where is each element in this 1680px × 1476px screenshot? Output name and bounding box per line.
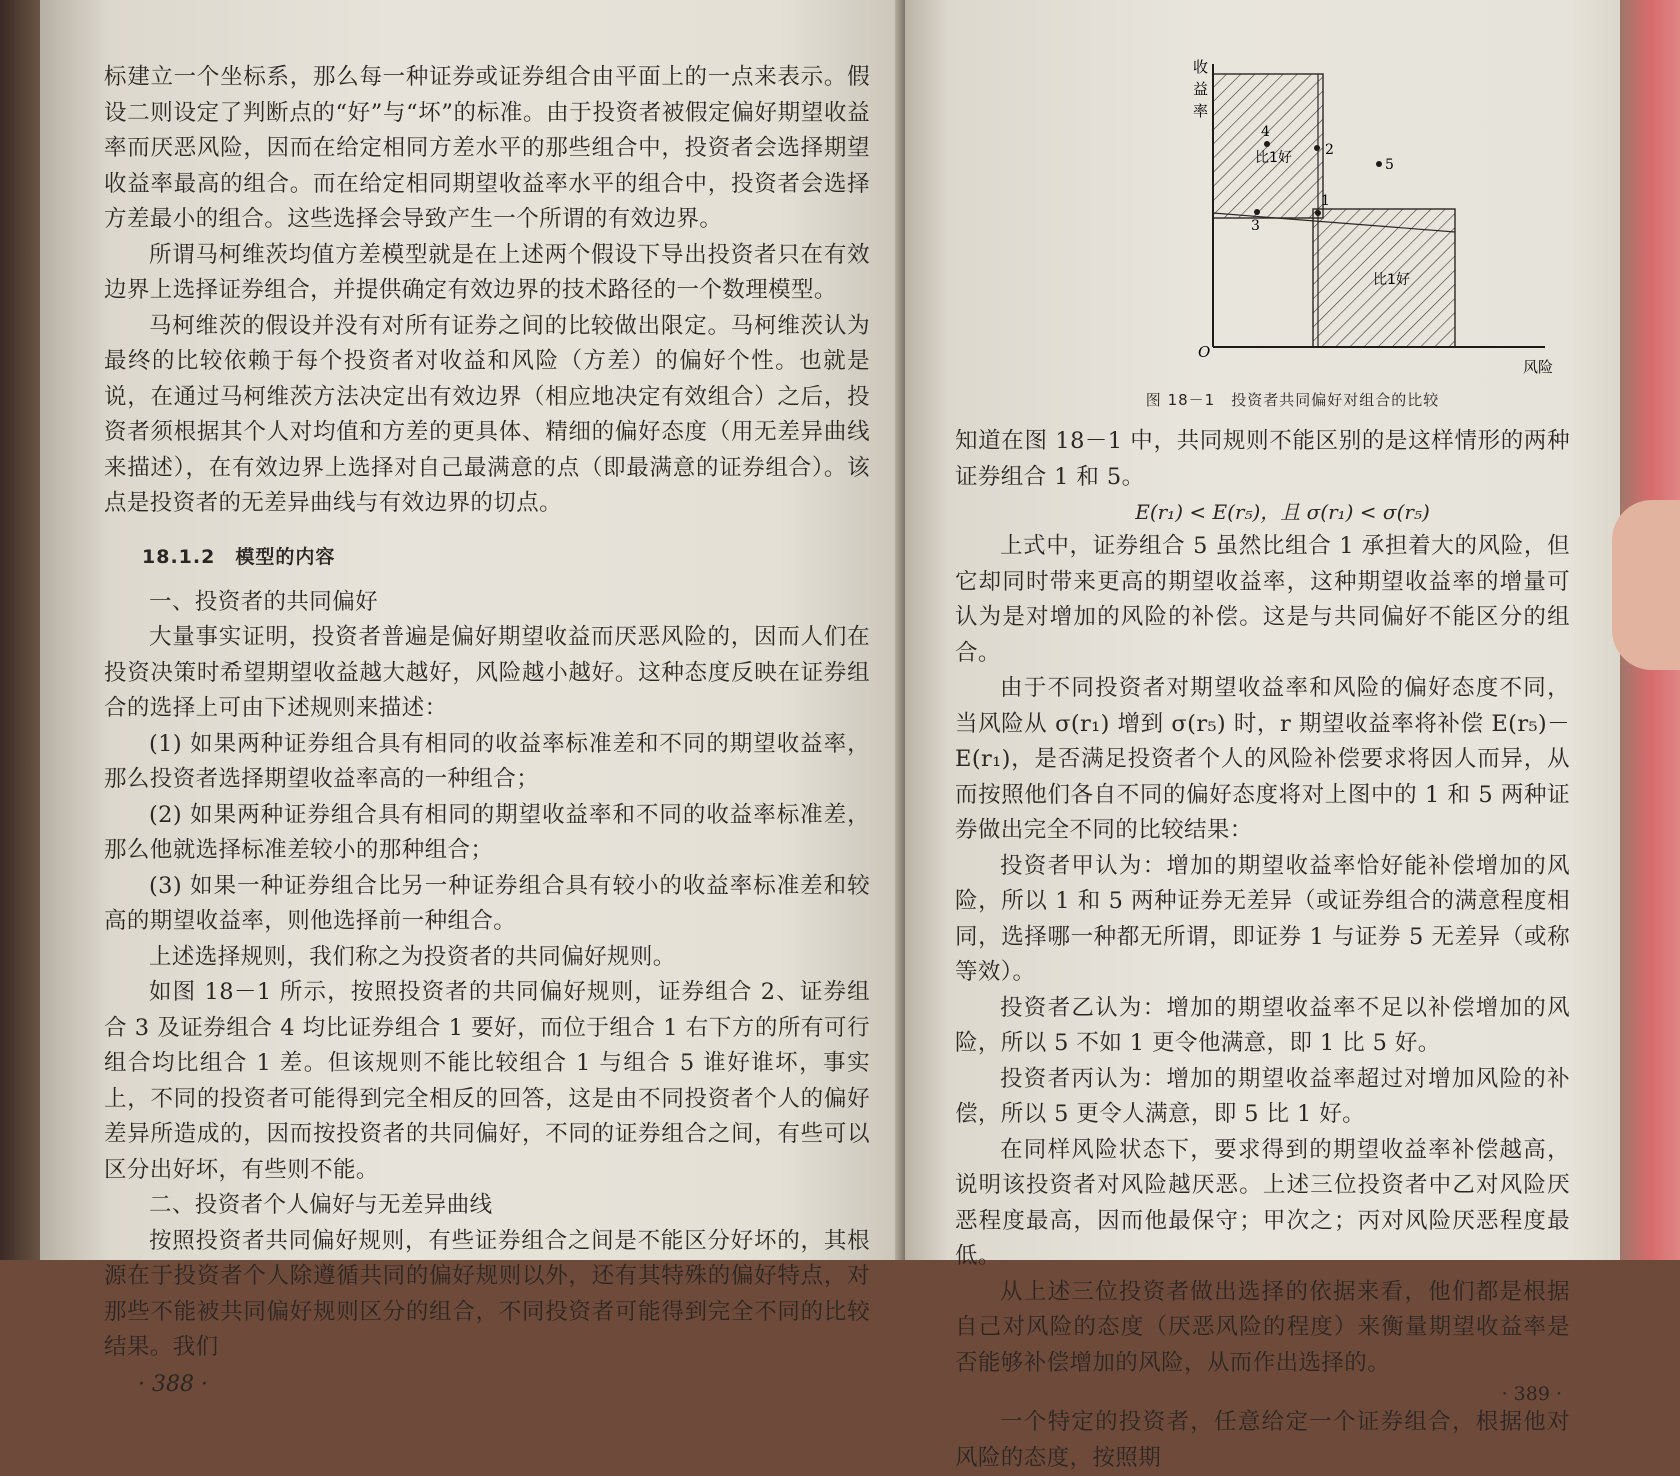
point-4: [1264, 141, 1270, 147]
paragraph: 所谓马柯维茨均值方差模型就是在上述两个假设下导出投资者只在有效边界上选择证券组合，并提供确定有效边界的技术路径的一个数理模型。: [104, 241, 870, 303]
x-axis-label: 风险: [1523, 358, 1554, 376]
finger: [1612, 500, 1680, 670]
point-1-label: 1: [1321, 193, 1330, 209]
paragraph: 一个特定的投资者，任意给定一个证券组合，根据他对风险的态度，按照期: [955, 1409, 1570, 1471]
point-2-label: 2: [1325, 142, 1334, 158]
point-1: [1315, 210, 1321, 216]
subheading: 一、投资者的共同偏好: [149, 588, 379, 615]
paragraph: 标建立一个坐标系，那么每一种证券或证券组合由平面上的一点来表示。假设二则设定了判断点的“好”与“坏”的标准。由于投资者被假定偏好期望收益率而厌恶风险，因而在给定相同方差水平的那些组合中，投资者会选择期望收益率最高的组合。而在给定相同期望收益率水平的组合中，投资者会选择方差最小的组合。这些选择会导致产生一个所谓的有效边界。: [104, 64, 870, 232]
rule-item-1: (1) 如果两种证券组合具有相同的收益率标准差和不同的期望收益率，那么投资者选择期望收益率高的一种组合；: [104, 730, 870, 792]
paragraph: 知道在图 18－1 中，共同规则不能区别的是这样情形的两种证券组合 1 和 5。: [955, 428, 1570, 490]
point-3: [1254, 209, 1260, 215]
paragraph: 上述选择规则，我们称之为投资者的共同偏好规则。: [149, 943, 676, 970]
investor-a-paragraph: 投资者甲认为：增加的期望收益率恰好能补偿增加的风险，所以 1 和 5 两种证券无差异（或证券组合的满意程度相同，选择哪一种都无所谓，即证券 1 与证券 5 无差异（或称等效）。: [955, 852, 1570, 985]
point-5: [1376, 161, 1382, 167]
rule-item-3: (3) 如果一种证券组合比另一种证券组合具有较小的收益率标准差和较高的期望收益率，则他选择前一种组合。: [104, 872, 870, 934]
paragraph: 上式中，证券组合 5 虽然比组合 1 承担着大的风险，但它却同时带来更高的期望收益率，这种期望收益率的增量可认为是对增加的风险的补偿。这是与共同偏好不能区分的组合。: [955, 533, 1570, 666]
point-5-label: 5: [1385, 157, 1394, 173]
rule-item-2: (2) 如果两种证券组合具有相同的期望收益率和不同的收益率标准差，那么他就选择标准差较小的那种组合；: [104, 801, 870, 863]
figure-18-1: [955, 20, 1570, 385]
page-388: [40, 0, 910, 1397]
lower-region-label: 比1好: [1373, 272, 1410, 288]
point-2: [1314, 145, 1320, 151]
formula: E(r₁) < E(r₅)，且 σ(r₁) < σ(r₅): [1135, 500, 1430, 524]
y-axis-label-2: 益: [1193, 80, 1209, 98]
point-3-label: 3: [1251, 218, 1260, 234]
paragraph: 从上述三位投资者做出选择的依据来看，他们都是根据自己对风险的态度（厌恶风险的程度）来衡量期望收益率是否能够补偿增加的风险，从而作出选择的。: [955, 1278, 1570, 1376]
paragraph: 马柯维茨的假设并没有对所有证券之间的比较做出限定。马柯维茨认为最终的比较依赖于每个投资者对收益和风险（方差）的偏好个性。也就是说，在通过马柯维茨方法决定出有效边界（相应地决定有效组合）之后，投资者须根据其个人对均值和方差的更具体、精细的偏好态度（用无差异曲线来描述），在有效边界上选择对自己最满意的点（即最满意的证券组合）。该点是投资者的无差异曲线与有效边界的切点。: [104, 312, 870, 516]
paragraph: 按照投资者共同偏好规则，有些证券组合之间是不能区分好坏的，其根源在于投资者个人除遵循共同的偏好规则以外，还有其特殊的偏好特点，对那些不能被共同偏好规则区分的组合，不同投资者可能得到完全不同的比较结果。我们: [104, 1227, 870, 1360]
subheading: 二、投资者个人偏好与无差异曲线: [149, 1192, 493, 1218]
investor-b-paragraph: 投资者乙认为：增加的期望收益率不足以补偿增加的风险，所以 5 不如 1 更令他满意，即 1 比 5 好。: [955, 994, 1570, 1056]
paragraph: 由于不同投资者对期望收益率和风险的偏好态度不同，当风险从 σ(r₁) 增到 σ(r₅) 时，r 期望收益率将补偿 E(r₅)－E(r₁)，是否满足投资者个人的风险补偿要求将因人而异，从而按照他们各自不同的偏好态度将对上图中的 1 和 5 两种证券做出完全不同的比较结果：: [955, 675, 1570, 843]
point-4-label: 4: [1261, 124, 1270, 140]
page-number: · 388 ·: [138, 1371, 208, 1397]
upper-region-label: 比1好: [1255, 150, 1292, 166]
y-axis-label-1: 收: [1193, 58, 1209, 76]
page-number: · 389 ·: [1501, 1383, 1562, 1405]
investor-c-paragraph: 投资者丙认为：增加的期望收益率超过对增加风险的补偿，所以 5 更令人满意，即 5 比 1 好。: [955, 1065, 1570, 1127]
y-axis-label-3: 率: [1193, 102, 1209, 120]
origin-label: O: [1198, 343, 1211, 361]
figure-diagram: [955, 20, 1570, 385]
paragraph: 在同样风险状态下，要求得到的期望收益率补偿越高，说明该投资者对风险越厌恶。上述三位投资者中乙对风险厌恶程度最高，因而他最保守；甲次之；丙对风险厌恶程度最低。: [955, 1136, 1570, 1269]
section-heading: 18.1.2 模型的内容: [142, 545, 336, 568]
paragraph: 大量事实证明，投资者普遍是偏好期望收益而厌恶风险的，因而人们在投资决策时希望期望收益越大越好，风险越小越好。这种态度反映在证券组合的选择上可由下述规则来描述：: [104, 624, 870, 721]
figure-caption: 图 18－1 投资者共同偏好对组合的比较: [1145, 391, 1440, 409]
paragraph: 如图 18－1 所示，按照投资者的共同偏好规则，证券组合 2、证券组合 3 及证券组合 4 均比证券组合 1 要好，而位于组合 1 右下方的所有可行组合均比组合 1 差。但该规则不能比较组合 1 与组合 5 谁好谁坏，事实上，不同的投资者可能得到完全相反的回答，这是由不同投资者个人的偏好差异所造成的，因而按投资者的共同偏好，不同的证券组合之间，有些可以区分出好坏，有些则不能。: [104, 979, 870, 1183]
page-389: [905, 0, 1640, 1471]
